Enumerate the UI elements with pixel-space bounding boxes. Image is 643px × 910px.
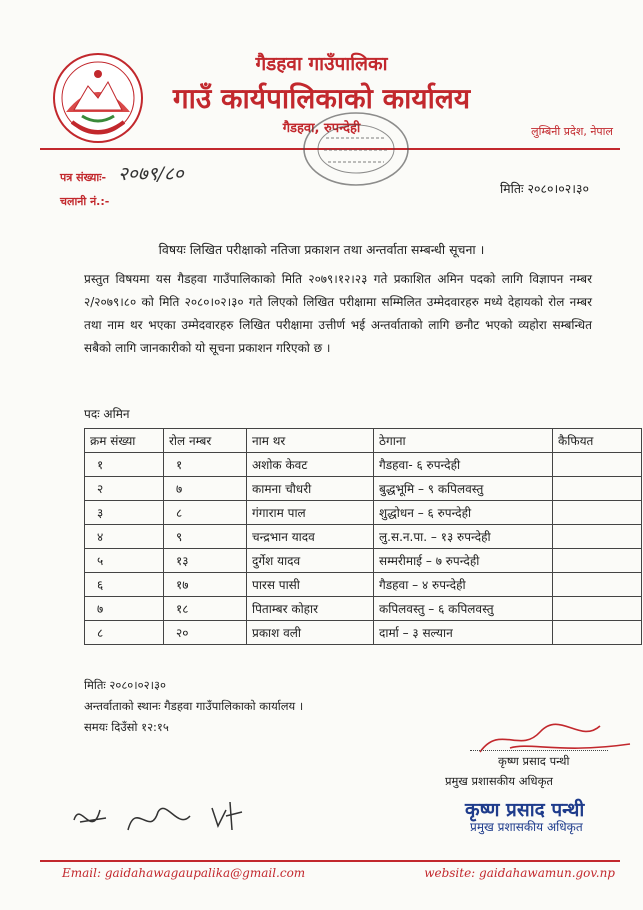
stamp-title: प्रमुख प्रशासकीय अधिकृत bbox=[470, 820, 583, 834]
cell-name: पिताम्बर कोहार bbox=[247, 597, 374, 621]
table-row bbox=[85, 597, 642, 621]
col-remarks: कैफियत bbox=[553, 429, 642, 453]
cell-address: शुद्धोधन – ६ रुपन्देही bbox=[374, 501, 553, 525]
cell-serial: ३ bbox=[85, 501, 164, 525]
cell-remarks bbox=[553, 477, 642, 501]
cell-roll: ८ bbox=[164, 501, 247, 525]
table-row bbox=[85, 621, 642, 645]
signatory-name: कृष्ण प्रसाद पन्थी bbox=[498, 754, 570, 768]
cell-remarks bbox=[553, 453, 642, 477]
cell-serial: १ bbox=[85, 453, 164, 477]
cell-serial: ८ bbox=[85, 621, 164, 645]
cell-name: गंगाराम पाल bbox=[247, 501, 374, 525]
cell-remarks bbox=[553, 501, 642, 525]
committee-signatures bbox=[66, 790, 266, 855]
table-row bbox=[85, 453, 642, 477]
province-label: लुम्बिनी प्रदेश, नेपाल bbox=[531, 125, 613, 138]
cell-name: दुर्गेश यादव bbox=[247, 549, 374, 573]
cell-roll: १८ bbox=[164, 597, 247, 621]
interview-venue: अन्तर्वाताको स्थानः गैडहवा गाउँपालिकाको कार्यालय । bbox=[84, 699, 304, 713]
table-row bbox=[85, 501, 642, 525]
col-roll: रोल नम्बर bbox=[164, 429, 247, 453]
col-name: नाम थर bbox=[247, 429, 374, 453]
cell-address: गैडहवा- ६ रुपन्देही bbox=[374, 453, 553, 477]
cell-name: प्रकाश वली bbox=[247, 621, 374, 645]
cell-roll: १३ bbox=[164, 549, 247, 573]
cell-roll: १७ bbox=[164, 573, 247, 597]
cell-name: अशोक केवट bbox=[247, 453, 374, 477]
office-address: गैडहवा, रुपन्देही bbox=[282, 121, 361, 136]
letter-date: मितिः २०८०।०२।३० bbox=[499, 181, 589, 196]
footer-divider bbox=[40, 860, 620, 862]
cell-serial: ६ bbox=[85, 573, 164, 597]
results-table bbox=[84, 428, 642, 645]
col-serial: क्रम संख्या bbox=[85, 429, 164, 453]
cell-remarks bbox=[553, 621, 642, 645]
table-row bbox=[85, 573, 642, 597]
cell-address: लु.स.न.पा. – १३ रुपन्देही bbox=[374, 525, 553, 549]
patra-sankhya-label: पत्र संख्याः- bbox=[60, 171, 107, 184]
table-header-row bbox=[85, 429, 642, 453]
cell-serial: ४ bbox=[85, 525, 164, 549]
table-row bbox=[85, 477, 642, 501]
cell-remarks bbox=[553, 525, 642, 549]
cell-address: दार्मा – ३ सल्यान bbox=[374, 621, 553, 645]
cell-roll: ७ bbox=[164, 477, 247, 501]
org-name: गैडहवा गाउँपालिका bbox=[255, 53, 388, 75]
notice-body: प्रस्तुत विषयमा यस गैडहवा गाउँपालिकाको मिति २०७९।१२।२३ गते प्रकाशित अमिन पदको लागि विज्ञापन नम्बर २/२०७९।८० को मिति २०८०।०२।३० गते लिएको लिखित परीक्षामा सम्मिलित उम्मेदवारहरु मध्ये देहायको रोल नम्बर तथा नाम थर भएका उम्मेदवारहरु लिखित परीक्षामा उत्तीर्ण भई अन्तर्वाताको लागि छनौट भएको व्यहोरा सम्बन्धित सबैको लागि जानकारीको यो सूचना प्रकाशन गरिएको छ । bbox=[84, 272, 592, 355]
col-address: ठेगाना bbox=[374, 429, 553, 453]
cell-roll: १ bbox=[164, 453, 247, 477]
stamp-name: कृष्ण प्रसाद पन्थी bbox=[465, 799, 585, 821]
cell-serial: ५ bbox=[85, 549, 164, 573]
office-seal-stamp bbox=[300, 108, 412, 190]
patra-sankhya-value: २०७९/८० bbox=[118, 163, 184, 185]
table-row bbox=[85, 549, 642, 573]
interview-time: समयः दिउँसो १२:१५ bbox=[84, 720, 169, 734]
cell-roll: २० bbox=[164, 621, 247, 645]
interview-date: मितिः २०८०।०२।३० bbox=[84, 678, 166, 692]
cell-name: चन्द्रभान यादव bbox=[247, 525, 374, 549]
chalani-label: चलानी नं.:- bbox=[60, 195, 110, 208]
contact-website[interactable]: website: gaidahawamun.gov.np bbox=[424, 866, 615, 880]
cell-remarks bbox=[553, 573, 642, 597]
cell-address: सम्मरीमाई – ७ रुपन्देही bbox=[374, 549, 553, 573]
table-row bbox=[85, 525, 642, 549]
cell-name: पारस पासी bbox=[247, 573, 374, 597]
cell-serial: ७ bbox=[85, 597, 164, 621]
cell-address: कपिलवस्तु – ६ कपिलवस्तु bbox=[374, 597, 553, 621]
cell-remarks bbox=[553, 549, 642, 573]
cell-name: कामना चौधरी bbox=[247, 477, 374, 501]
cell-address: गैडहवा – ४ रुपन्देही bbox=[374, 573, 553, 597]
office-name: गाउँ कार्यपालिकाको कार्यालय bbox=[172, 82, 471, 115]
cell-serial: २ bbox=[85, 477, 164, 501]
signatory-title: प्रमुख प्रशासकीय अधिकृत bbox=[445, 774, 553, 788]
cell-remarks bbox=[553, 597, 642, 621]
cell-roll: ९ bbox=[164, 525, 247, 549]
subject-line: विषयः लिखित परीक्षाको नतिजा प्रकाशन तथा अन्तर्वाता सम्बन्धी सूचना । bbox=[158, 242, 485, 257]
post-label: पदः अमिन bbox=[84, 407, 130, 421]
contact-email[interactable]: Email: gaidahawagaupalika@gmail.com bbox=[62, 866, 306, 880]
signature-line bbox=[470, 750, 608, 751]
cell-address: बुद्धभूमि – ९ कपिलवस्तु bbox=[374, 477, 553, 501]
